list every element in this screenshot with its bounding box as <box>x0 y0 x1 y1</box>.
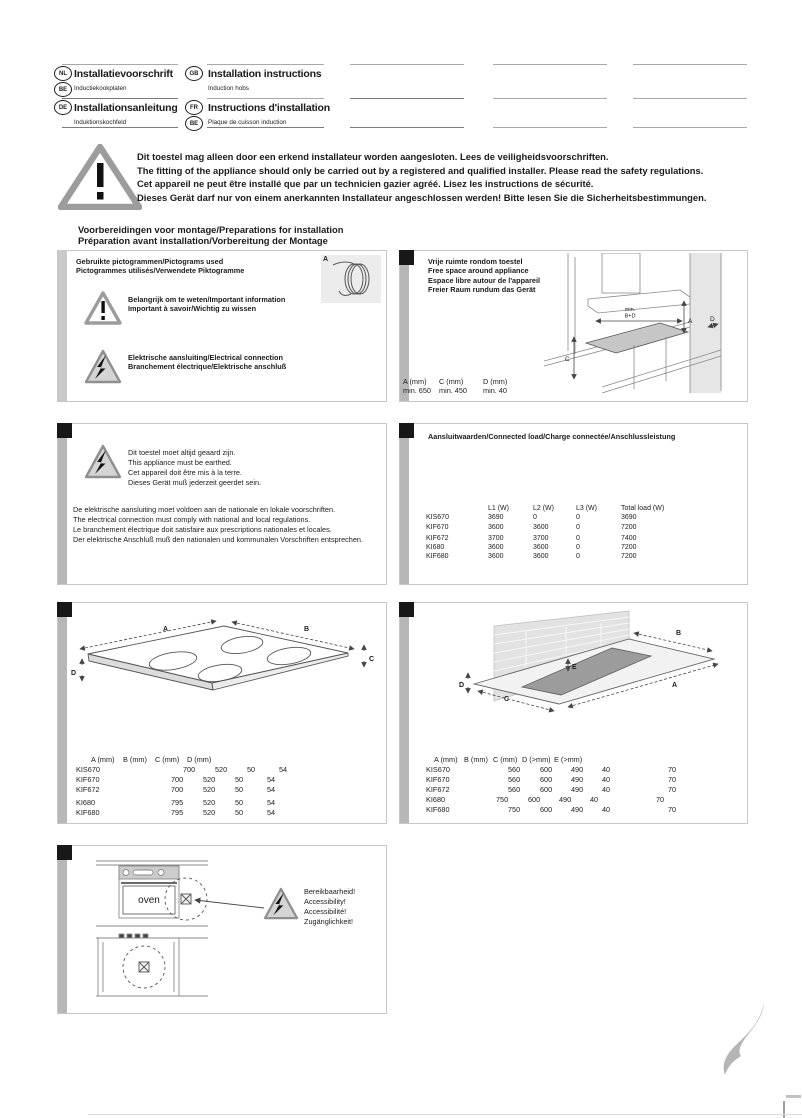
cutout-box <box>399 602 748 824</box>
load-row: KIS670 3690 0 0 3690 <box>426 514 637 522</box>
box-left-strip <box>58 251 67 401</box>
title-de: Installationsanleitung <box>74 102 178 114</box>
load-row: KI680 3600 3600 0 7200 <box>426 544 637 552</box>
oven-label: oven <box>138 895 160 906</box>
model: KIS670 <box>76 765 100 774</box>
cable-label: A <box>323 256 329 263</box>
model: KIS670 <box>426 514 449 522</box>
warning-line-en: The fitting of the appliance should only be carried out by a registered and qualified installer. Please read the safety regulations. <box>137 164 704 176</box>
load-table-header <box>426 504 691 513</box>
cutout-row: KIF680 750 600 490 40 70 <box>426 805 677 814</box>
free-space-table <box>403 377 507 396</box>
electrical-triangle-icon <box>263 887 299 920</box>
title-gb: Installation instructions <box>208 68 322 80</box>
electrical-line1: Elektrische aansluiting/Electrical connection <box>128 353 283 362</box>
warning-line-de: Dieses Gerät darf nur von einem anerkannten Installateur angeschlossen werden! Bitte lesen Sie die Sicherheitsbestimmungen. <box>137 192 707 204</box>
pictograms-title-line1: Gebruikte pictogrammen/Pictograms used <box>76 257 224 266</box>
rules-fr: Le branchement électrique doit satisfaire aux prescriptions nationales et locales. <box>73 525 332 534</box>
dim-label-c: C <box>369 656 375 663</box>
title-nl: Installatievoorschrift <box>74 68 173 80</box>
earth-en: This appliance must be earthed. <box>128 458 232 467</box>
hob-dim-row: KIF680 795 520 50 54 <box>76 808 276 817</box>
header-rule <box>62 127 178 128</box>
hob-dim-headers: A (mm) B (mm) C (mm) D (mm) <box>91 755 212 764</box>
lang-badge-fr: FR <box>185 100 203 115</box>
header-rule <box>633 64 747 65</box>
header-rule <box>207 64 324 65</box>
header-rule <box>207 98 324 99</box>
free-space-title-nl: Vrije ruimte rondom toestel <box>428 257 523 266</box>
model: KIF670 <box>426 523 449 531</box>
crop-mark-horizontal <box>786 1095 801 1098</box>
warning-triangle-icon <box>58 144 142 210</box>
earthing-text <box>128 448 261 488</box>
val-a: min. 650 <box>403 386 431 396</box>
title-fr: Instructions d'installation <box>208 102 330 114</box>
hob-dim-table <box>76 755 311 818</box>
dim-label-d: D <box>459 682 465 689</box>
dim-label-a: A <box>163 626 169 633</box>
rules-nl: De elektrische aansluiting moet voldoen aan de nationale en lokale voorschriften. <box>73 505 336 514</box>
important-text <box>128 295 285 314</box>
free-space-title-de: Freier Raum rundum das Gerät <box>428 285 536 295</box>
box-corner-square <box>399 602 414 617</box>
section-heading-line2: Préparation avant installation/Vorbereitung der Montage <box>78 235 328 246</box>
header-rule <box>62 64 178 65</box>
subtitle-gb: Induction hobs <box>208 85 249 92</box>
load-row: KIF670 3600 3600 0 7200 <box>426 523 637 531</box>
important-triangle-icon <box>84 291 122 325</box>
dim-label-min: min. <box>624 307 636 313</box>
lang-badge-be2: BE <box>185 116 203 131</box>
free-space-title-fr: Espace libre autour de l'appareil <box>428 275 541 285</box>
access-nl: Bereikbaarheid! <box>304 887 356 896</box>
model: KIF672 <box>426 785 450 794</box>
hob-diagram <box>66 609 380 751</box>
cable-image <box>321 255 381 303</box>
model: KI680 <box>426 795 446 804</box>
pictograms-box <box>57 250 387 402</box>
warning-line-nl: Dit toestel mag alleen door een erkend installateur worden aangesloten. Lees de veiligheidsvoorschriften. <box>137 151 609 162</box>
important-line1: Belangrijk om te weten/Important information <box>128 295 286 304</box>
header-rule <box>350 98 464 99</box>
regulations-text <box>73 505 363 545</box>
box-left-strip <box>400 424 409 584</box>
model: KIF680 <box>426 553 449 561</box>
cutout-table <box>426 755 676 815</box>
header-rule <box>207 127 324 128</box>
lang-badge-nl: NL <box>54 66 72 81</box>
dim-label-d: D <box>710 316 715 323</box>
lang-badge-gb: GB <box>185 66 203 81</box>
col-l3: L3 (W) <box>576 505 597 512</box>
pictograms-title <box>76 257 244 276</box>
box-corner-square <box>57 423 72 438</box>
box-left-strip <box>400 603 409 823</box>
accessibility-box <box>57 845 387 1014</box>
pictograms-title-line2: Pictogrammes utilisés/Verwendete Piktogramme <box>76 266 245 276</box>
cutout-row: KI680 750 600 490 40 70 <box>426 795 665 804</box>
box-left-strip <box>58 846 67 1013</box>
main-warning-text <box>137 150 706 205</box>
subtitle-fr: Plaque de cuisson induction <box>208 119 287 126</box>
box-left-strip <box>58 424 67 584</box>
model: KIF670 <box>426 775 450 784</box>
header-rule <box>633 98 747 99</box>
dim-label-b: B <box>676 630 682 637</box>
model: KIF680 <box>76 808 100 817</box>
col-c: C (mm) <box>439 377 464 386</box>
col-d: D (mm) <box>483 377 508 386</box>
hob-dim-row: KIF672 700 520 50 54 <box>76 785 276 794</box>
access-de: Zugänglichkeit! <box>304 917 354 926</box>
hob-dim-row: KI680 795 520 50 54 <box>76 798 276 807</box>
brand-swoosh-logo <box>710 1002 770 1080</box>
earth-fr: Cet appareil doit être mis à la terre. <box>128 468 242 477</box>
free-space-table-headers <box>403 377 507 386</box>
load-row: KIF680 3600 3600 0 7200 <box>426 553 637 561</box>
hob-dim-row: KIF670 700 520 50 54 <box>76 775 276 784</box>
connected-load-box <box>399 423 748 585</box>
dim-label-c: C <box>504 696 510 703</box>
cutout-headers: A (mm) B (mm) C (mm) D (>mm) E (>mm) <box>434 755 583 764</box>
connected-load-table <box>426 504 691 562</box>
col-l1: L1 (W) <box>488 505 509 512</box>
cable-coil-icon <box>321 255 381 303</box>
col-a: A (mm) <box>403 377 427 386</box>
box-corner-square <box>399 423 414 438</box>
model: KIS670 <box>426 765 450 774</box>
dim-label-b: B <box>304 626 310 633</box>
dim-label-bd: B+D <box>624 313 636 320</box>
page-bottom-edge <box>88 1114 802 1115</box>
free-space-title <box>428 257 540 295</box>
header-rule <box>493 127 607 128</box>
access-en: Accessibility! <box>304 897 346 906</box>
rules-en: The electrical connection must comply with national and local regulations. <box>73 515 311 524</box>
electrical-triangle-icon <box>84 349 122 384</box>
cutout-row: KIF672 560 600 490 40 70 <box>426 785 677 794</box>
dim-label-a: A <box>672 682 678 689</box>
free-space-diagram <box>538 253 743 396</box>
free-space-box <box>399 250 748 402</box>
header-rule <box>493 64 607 65</box>
lang-badge-de: DE <box>54 100 72 115</box>
earth-de: Dieses Gerät muß jederzeit geerdet sein. <box>128 478 262 487</box>
model: KIF680 <box>426 805 450 814</box>
connected-load-title: Aansluitwaarden/Connected load/Charge connectée/Anschlussleistung <box>428 432 676 441</box>
dim-label-e: E <box>572 664 577 671</box>
col-l2: L2 (W) <box>533 505 554 512</box>
important-line2: Important à savoir/Wichtig zu wissen <box>128 304 257 314</box>
cutout-row: KIS670 560 600 490 40 70 <box>426 765 677 774</box>
section-heading-line1: Voorbereidingen voor montage/Preparations for installation <box>78 224 344 235</box>
val-d: min. 40 <box>483 386 507 396</box>
header-rule <box>350 127 464 128</box>
load-row: KIF672 3700 3700 0 7400 <box>426 534 637 542</box>
dim-label-d: D <box>71 670 77 677</box>
model: KIF672 <box>76 785 100 794</box>
crop-mark-vertical <box>783 1101 785 1118</box>
subtitle-nl: Inductiekookplaten <box>74 85 127 92</box>
header-rule <box>633 127 747 128</box>
header-rule <box>493 98 607 99</box>
accessibility-text <box>304 887 355 927</box>
free-space-title-en: Free space around appliance <box>428 266 529 276</box>
hob-dim-row: KIS670 700 520 50 54 <box>76 765 288 774</box>
warning-line-fr: Cet appareil ne peut être installé que par un technicien gazier agréé. Lisez les instructions de sécurité. <box>137 178 594 190</box>
dim-label-c: C <box>565 356 570 363</box>
access-fr: Accessibilité! <box>304 907 347 916</box>
rules-de: Der elektrische Anschluß muß den nationalen und kommunalen Vorschriften entsprechen. <box>73 535 364 544</box>
val-c: min. 450 <box>439 386 467 396</box>
cutout-diagram <box>456 607 744 755</box>
electrical-triangle-icon <box>84 444 122 479</box>
hob-dimensions-box <box>57 602 387 824</box>
model: KIF672 <box>426 534 449 542</box>
earth-nl: Dit toestel moet altijd geaard zijn. <box>128 448 236 457</box>
subtitle-de: Induktionskochfeld <box>74 119 127 126</box>
box-corner-square <box>57 845 72 860</box>
electrical-text <box>128 353 286 372</box>
header-rule <box>350 64 464 65</box>
free-space-table-values <box>403 386 507 395</box>
lang-badge-be: BE <box>54 82 72 97</box>
model: KIF670 <box>76 775 100 784</box>
col-total: Total load (W) <box>621 505 665 512</box>
electrical-line2: Branchement électrique/Elektrische anschluß <box>128 362 287 372</box>
model: KI680 <box>426 544 445 552</box>
model: KI680 <box>76 798 96 807</box>
section-heading <box>78 224 344 246</box>
dim-label-a: A <box>688 318 693 325</box>
box-corner-square <box>399 250 414 265</box>
header-rule <box>62 98 178 99</box>
accessibility-diagram <box>73 852 273 1007</box>
earthing-box <box>57 423 387 585</box>
cutout-row: KIF670 560 600 490 40 70 <box>426 775 677 784</box>
